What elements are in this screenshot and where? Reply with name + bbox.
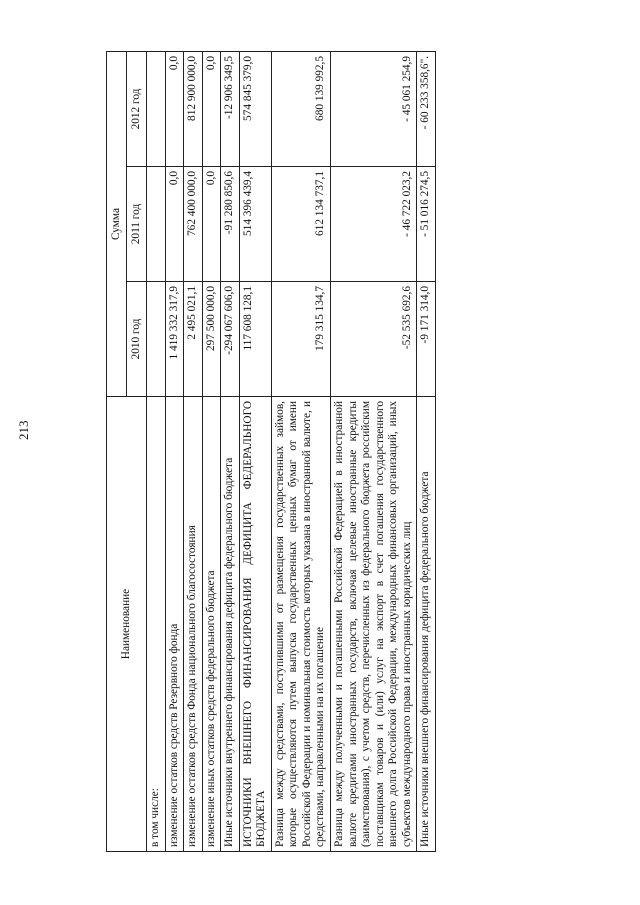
table-row xyxy=(147,51,166,851)
row-name: изменение остатков средств Резервного фонда xyxy=(165,397,184,852)
row-value-2011: - 51 016 274,5 xyxy=(417,167,436,282)
row-value-2011: 0,0 xyxy=(202,167,221,282)
row-name: Иные источники внутреннего финансирования дефицита федерального бюджета xyxy=(221,397,240,852)
table-row xyxy=(331,51,417,851)
row-value-2012: 0,0 xyxy=(165,51,184,166)
row-value-2010: -294 067 606,0 xyxy=(221,282,240,397)
row-value-2012: 0,0 xyxy=(202,51,221,166)
row-name: изменение иных остатков средств федерального бюджета xyxy=(202,397,221,852)
row-value-2010: 1 419 332 317,9 xyxy=(165,282,184,397)
row-name: Иные источники внешнего финансирования дефицита федерального бюджета xyxy=(417,397,436,852)
row-value-2010: -52 535 692,6 xyxy=(331,282,417,397)
header-sum: Сумма xyxy=(107,51,127,396)
row-value-2012: - 45 061 254,9 xyxy=(331,51,417,166)
row-value-2012: - 60 233 358,6". xyxy=(417,51,436,166)
row-value-2011 xyxy=(147,167,166,282)
row-name: в том числе: xyxy=(147,397,166,852)
row-name: ИСТОЧНИКИ ВНЕШНЕГО ФИНАНСИРОВАНИЯ ДЕФИЦИТА ФЕДЕРАЛЬНОГО БЮДЖЕТА xyxy=(239,397,271,852)
row-value-2010: 179 315 134,7 xyxy=(271,282,330,397)
row-value-2010: 117 608 128,1 xyxy=(239,282,271,397)
row-value-2010: 2 495 021,1 xyxy=(184,282,203,397)
row-value-2012: 680 139 992,5 xyxy=(271,51,330,166)
row-value-2011: 612 134 737,1 xyxy=(271,167,330,282)
table-row xyxy=(239,51,271,851)
row-value-2011: 514 396 439,4 xyxy=(239,167,271,282)
table-row xyxy=(271,51,330,851)
row-name: Разница между полученными и погашенными Российской Федерацией в иностранной валюте кредитами иностранных государств, включая целевые иностранные кредиты (заимствования), с учетом средств, перечисленных из федерального бюджета российским поставщикам товаров и (или) услуг на экспорт в счет погашения государственного внешнего долга Российской Федерации, международных финансовых организаций, иных субъектов международного права и иностранных юридических лиц xyxy=(331,397,417,852)
row-value-2012: 812 900 000,0 xyxy=(184,51,203,166)
row-value-2011: - 46 722 023,2 xyxy=(331,167,417,282)
row-name: Разница между средствами, поступившими от размещения государственных займов, которые осуществляются путем выпуска государственных ценных бумаг от имени Российской Федерации и номинальная стоимость которых указана в иностранной валюте, и средствами, направленными на их погашение xyxy=(271,397,330,852)
table-row xyxy=(165,51,184,851)
header-name: Наименование xyxy=(107,397,147,852)
header-year-2010: 2010 год xyxy=(127,282,147,397)
row-value-2012 xyxy=(147,51,166,166)
row-value-2010 xyxy=(147,282,166,397)
page-number: 213 xyxy=(16,420,31,440)
table-row xyxy=(221,51,240,851)
row-value-2012: -12 906 349,5 xyxy=(221,51,240,166)
header-year-2011: 2011 год xyxy=(127,167,147,282)
header-year-2012: 2012 год xyxy=(127,51,147,166)
table-row xyxy=(202,51,221,851)
row-name: изменение остатков средств Фонда национального благосостояния xyxy=(184,397,203,852)
row-value-2011: 0,0 xyxy=(165,167,184,282)
row-value-2010: -9 171 314,0 xyxy=(417,282,436,397)
table-row xyxy=(417,51,436,851)
row-value-2011: 762 400 000,0 xyxy=(184,167,203,282)
row-value-2011: -91 280 850,6 xyxy=(221,167,240,282)
budget-table xyxy=(106,51,436,852)
rotated-table-container xyxy=(106,52,622,852)
row-value-2010: 297 500 000,0 xyxy=(202,282,221,397)
row-value-2012: 574 845 379,0 xyxy=(239,51,271,166)
table-row xyxy=(184,51,203,851)
